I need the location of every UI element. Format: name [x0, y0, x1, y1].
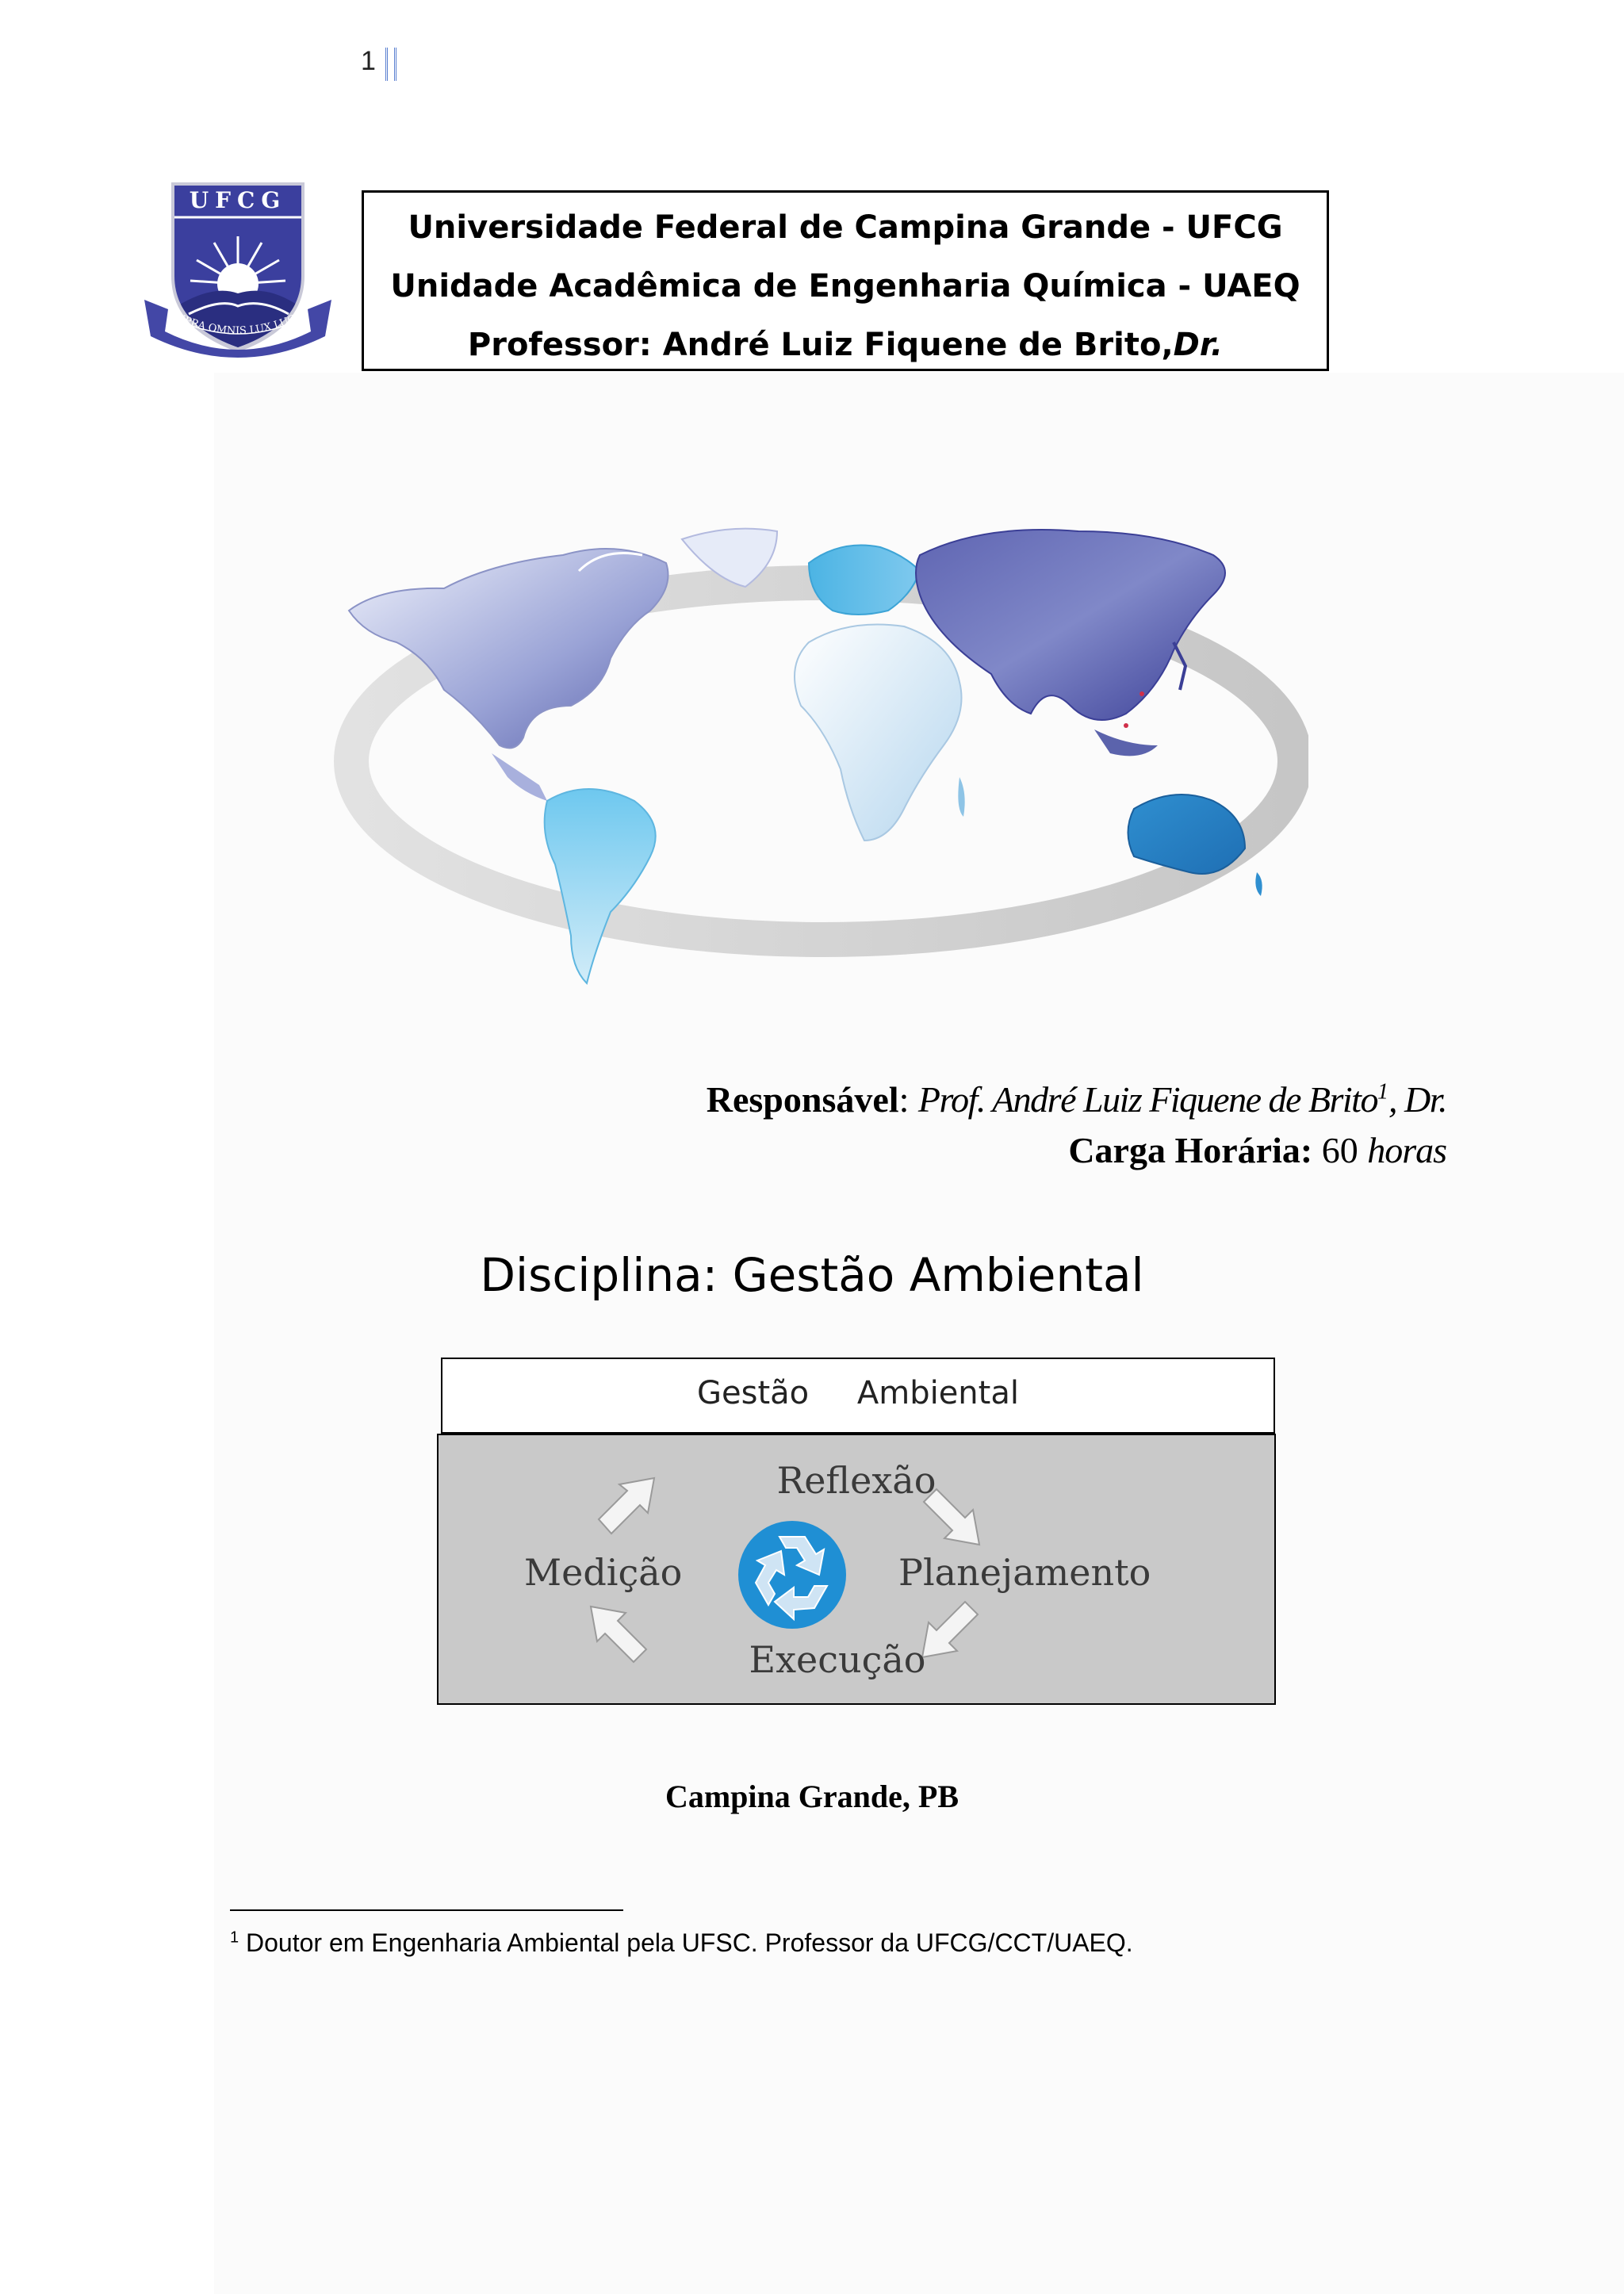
carga-value: 60: [1321, 1130, 1358, 1170]
cycle-step-planejamento: Planejamento: [898, 1551, 1151, 1594]
carga-unit: horas: [1367, 1130, 1446, 1170]
carga-horaria-line: [1068, 1129, 1446, 1171]
page-number-marker: [385, 48, 396, 81]
logo-acronym: UFCG: [189, 187, 287, 213]
footnote: [230, 1928, 1133, 1958]
diagram-title: Gestão Ambiental: [697, 1375, 1019, 1411]
cycle-step-execucao: Execução: [749, 1638, 926, 1681]
diagram-title-box: [441, 1358, 1275, 1434]
discipline-title: Disciplina: Gestão Ambiental: [480, 1248, 1144, 1302]
logo-motto: SUPRA OMNIS LUX LUCIS: [167, 308, 308, 338]
world-map-illustration: [333, 507, 1308, 1007]
professor-line: [364, 326, 1327, 364]
professor-title: Dr.: [1173, 327, 1224, 363]
responsavel-label: Responsável: [706, 1079, 899, 1120]
responsavel-name: Prof. André Luiz Fiquene de Brito: [917, 1079, 1377, 1120]
location-line: Campina Grande, PB: [665, 1779, 959, 1814]
ufcg-logo: [141, 181, 335, 368]
page-number: 1: [361, 46, 376, 76]
academic-unit: Unidade Acadêmica de Engenharia Química - UAEQ: [390, 268, 1300, 304]
cycle-step-medicao: Medição: [524, 1551, 683, 1594]
carga-label: Carga Horária:: [1068, 1130, 1313, 1170]
footnote-separator: [230, 1909, 623, 1911]
responsavel-title: , Dr.: [1388, 1079, 1446, 1120]
cycle-step-reflexao: Reflexão: [776, 1459, 936, 1502]
university-name: Universidade Federal de Campina Grande - UFCG: [408, 209, 1283, 246]
professor-name: Professor: André Luiz Fiquene de Brito,: [467, 327, 1174, 363]
management-cycle-diagram: [437, 1434, 1276, 1705]
footnote-number: 1: [230, 1928, 239, 1947]
footnote-text: Doutor em Engenharia Ambiental pela UFSC. Professor da UFCG/CCT/UAEQ.: [239, 1928, 1133, 1957]
institution-header-box: [362, 190, 1329, 371]
responsavel-line: Responsável: Prof. André Luiz Fiquene de Brito$^1$, Dr.: [706, 1079, 1446, 1120]
footnote-reference[interactable]: 1: [1377, 1079, 1388, 1105]
